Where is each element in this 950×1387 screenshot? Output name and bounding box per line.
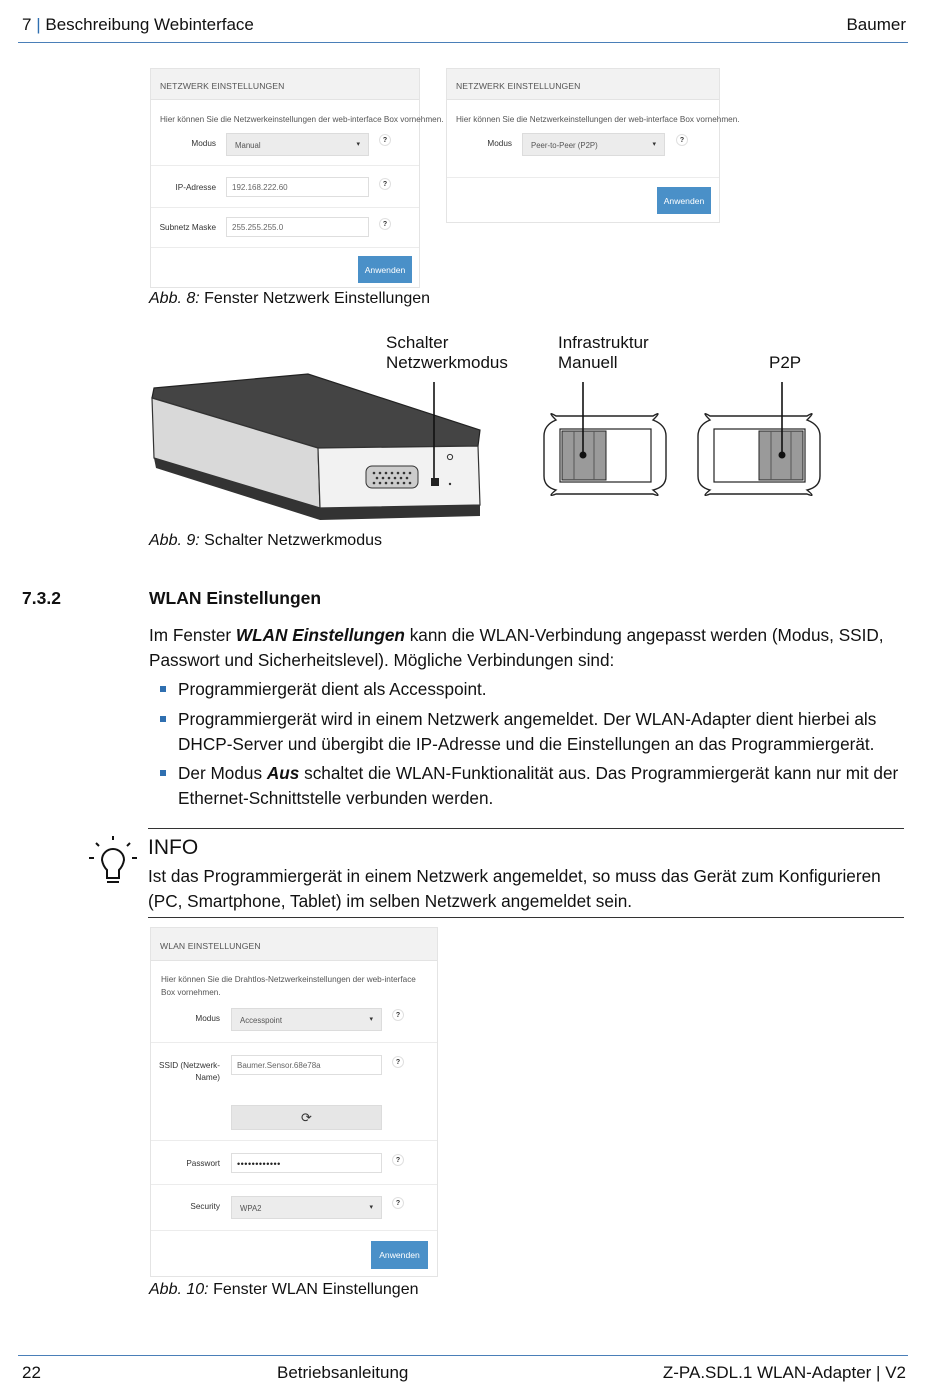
switch-infrastructure-manual xyxy=(544,382,666,495)
figure-caption-10 xyxy=(149,1281,419,1299)
divider xyxy=(151,247,419,248)
label-infrastructure-manual xyxy=(558,333,649,373)
bullet-square-icon xyxy=(160,686,166,692)
ssid-input[interactable]: Baumer.Sensor.68e78a xyxy=(231,1055,382,1075)
apply-button[interactable]: Anwenden xyxy=(657,187,711,214)
section-title: WLAN Einstellungen xyxy=(149,588,322,608)
subnet-mask-input[interactable]: 255.255.255.0 xyxy=(226,217,369,237)
divider xyxy=(151,1042,437,1043)
mode-select-value: Peer-to-Peer (P2P) xyxy=(531,141,598,150)
switch-p2p xyxy=(698,382,820,495)
apply-button[interactable]: Anwenden xyxy=(371,1241,428,1269)
refresh-icon: ⟳ xyxy=(301,1110,312,1125)
info-top-rule xyxy=(148,828,904,829)
divider xyxy=(151,1184,437,1185)
mode-label: Modus xyxy=(191,139,216,148)
brand-name: Baumer xyxy=(846,15,906,34)
footer-rule xyxy=(18,1355,908,1356)
label-network-switch xyxy=(386,333,508,373)
help-icon[interactable]: ? xyxy=(379,218,391,230)
security-select-value: WPA2 xyxy=(240,1204,262,1213)
caret-down-icon: ▾ xyxy=(652,141,656,148)
ssid-label xyxy=(153,1060,220,1084)
panel-title: WLAN EINSTELLUNGEN xyxy=(151,928,437,961)
intro-text: kann die WLAN-Verbindung angepasst werden (Modus, SSID, Passwort und Sicherheitslevel). Mögliche Verbindungen sind: xyxy=(149,625,884,670)
list-item xyxy=(160,677,920,702)
label-line: SSID (Netzwerk- xyxy=(159,1061,220,1070)
help-icon[interactable]: ? xyxy=(392,1056,404,1068)
subnet-mask-label: Subnetz Maske xyxy=(159,223,216,232)
label-line: Netzwerkmodus xyxy=(386,353,508,372)
caption-text: Fenster WLAN Einstellungen xyxy=(213,1281,419,1298)
list-item-text: schaltet die WLAN-Funktionalität aus. Das Programmiergerät kann nur mit der Ethernet-Schnittstelle verbunden werden. xyxy=(178,763,899,808)
device-illustration xyxy=(152,374,480,520)
wlan-settings-panel xyxy=(150,927,438,1277)
caption-prefix: Abb. 10: xyxy=(149,1281,209,1298)
label-line: Name) xyxy=(195,1073,220,1082)
list-item-emphasis: Aus xyxy=(266,763,300,783)
running-header xyxy=(22,15,254,35)
label-line: Schalter xyxy=(386,333,449,352)
network-settings-panel-manual xyxy=(150,68,444,288)
list-item xyxy=(160,707,920,757)
apply-button[interactable]: Anwenden xyxy=(358,256,412,283)
info-title: INFO xyxy=(148,836,199,859)
section-number: 7.3.2 xyxy=(22,588,61,608)
list-item-text: Der Modus xyxy=(178,763,267,783)
mode-select-value: Manual xyxy=(235,141,261,150)
network-settings-panel-p2p xyxy=(446,68,740,223)
figure-caption-9 xyxy=(149,532,382,550)
panel-description: Hier können Sie die Netzwerkeinstellungen der web-interface Box vornehmen. xyxy=(456,115,740,124)
help-icon[interactable]: ? xyxy=(392,1197,404,1209)
divider xyxy=(151,207,419,208)
label-p2p: P2P xyxy=(769,353,802,372)
intro-emphasis: WLAN Einstellungen xyxy=(235,625,405,645)
header-separator: | xyxy=(36,15,41,34)
bullet-square-icon xyxy=(160,770,166,776)
label-line: Infrastruktur xyxy=(558,333,649,352)
caption-text: Fenster Netzwerk Einstellungen xyxy=(204,290,431,307)
info-text: Ist das Programmiergerät in einem Netzwerk angemeldet, so muss das Gerät zum Konfigurieren (PC, Smartphone, Tablet) im selben Netzwerk angemeldet sein. xyxy=(148,866,881,911)
list-item-text: Programmiergerät wird in einem Netzwerk angemeldet. Der WLAN-Adapter dient hierbei als DHCP-Server und übergibt die IP-Adresse und die Einstellungen an das Programmiergerät. xyxy=(178,708,877,754)
help-icon[interactable]: ? xyxy=(676,134,688,146)
network-mode-switch-illustration xyxy=(148,370,838,525)
panel-description: Hier können Sie die Drahtlos-Netzwerkeinstellungen der web-interface Box vornehmen. xyxy=(161,975,416,997)
ip-address-label: IP-Adresse xyxy=(175,183,216,192)
divider xyxy=(151,165,419,166)
divider xyxy=(151,1140,437,1141)
help-icon[interactable]: ? xyxy=(392,1154,404,1166)
lightbulb-icon xyxy=(88,834,138,886)
help-icon[interactable]: ? xyxy=(379,178,391,190)
info-bottom-rule xyxy=(148,917,904,918)
help-icon[interactable]: ? xyxy=(392,1009,404,1021)
header-rule xyxy=(18,42,908,43)
chapter-title: Beschreibung Webinterface xyxy=(45,15,254,34)
security-label: Security xyxy=(190,1202,220,1211)
mode-label: Modus xyxy=(195,1014,220,1023)
caret-down-icon: ▾ xyxy=(369,1204,373,1211)
mode-label: Modus xyxy=(487,139,512,148)
list-item xyxy=(160,761,920,811)
chapter-number: 7 xyxy=(22,15,32,34)
page-number: 22 xyxy=(22,1363,41,1382)
caret-down-icon: ▾ xyxy=(369,1016,373,1023)
security-select[interactable] xyxy=(231,1196,382,1219)
connection-list xyxy=(160,677,920,816)
password-label: Passwort xyxy=(186,1159,220,1168)
list-item-text: Programmiergerät dient als Accesspoint. xyxy=(178,679,487,699)
caption-prefix: Abb. 8: xyxy=(149,290,200,307)
caption-prefix: Abb. 9: xyxy=(149,532,200,549)
caret-down-icon: ▾ xyxy=(356,141,360,148)
mode-select[interactable] xyxy=(226,133,369,156)
divider xyxy=(151,1230,437,1231)
ip-address-input[interactable]: 192.168.222.60 xyxy=(226,177,369,197)
mode-select[interactable] xyxy=(231,1008,382,1031)
panel-title: NETZWERK EINSTELLUNGEN xyxy=(447,69,719,100)
divider xyxy=(447,177,719,178)
panel-title: NETZWERK EINSTELLUNGEN xyxy=(151,69,419,100)
bullet-square-icon xyxy=(160,716,166,722)
mode-select-value: Accesspoint xyxy=(240,1016,283,1025)
mode-select[interactable] xyxy=(522,133,665,156)
caption-text: Schalter Netzwerkmodus xyxy=(204,532,382,549)
refresh-button[interactable] xyxy=(231,1105,382,1130)
intro-text: Im Fenster xyxy=(149,625,236,645)
figure-caption-8 xyxy=(149,290,430,308)
footer-product: Z-PA.SDL.1 WLAN-Adapter | V2 xyxy=(662,1363,906,1382)
footer-document-type: Betriebsanleitung xyxy=(277,1363,409,1382)
label-line: Manuell xyxy=(558,353,618,372)
section-intro xyxy=(149,623,889,673)
help-icon[interactable]: ? xyxy=(379,134,391,146)
panel-description: Hier können Sie die Netzwerkeinstellungen der web-interface Box vornehmen. xyxy=(160,115,444,124)
password-input[interactable]: •••••••••••• xyxy=(231,1153,382,1173)
